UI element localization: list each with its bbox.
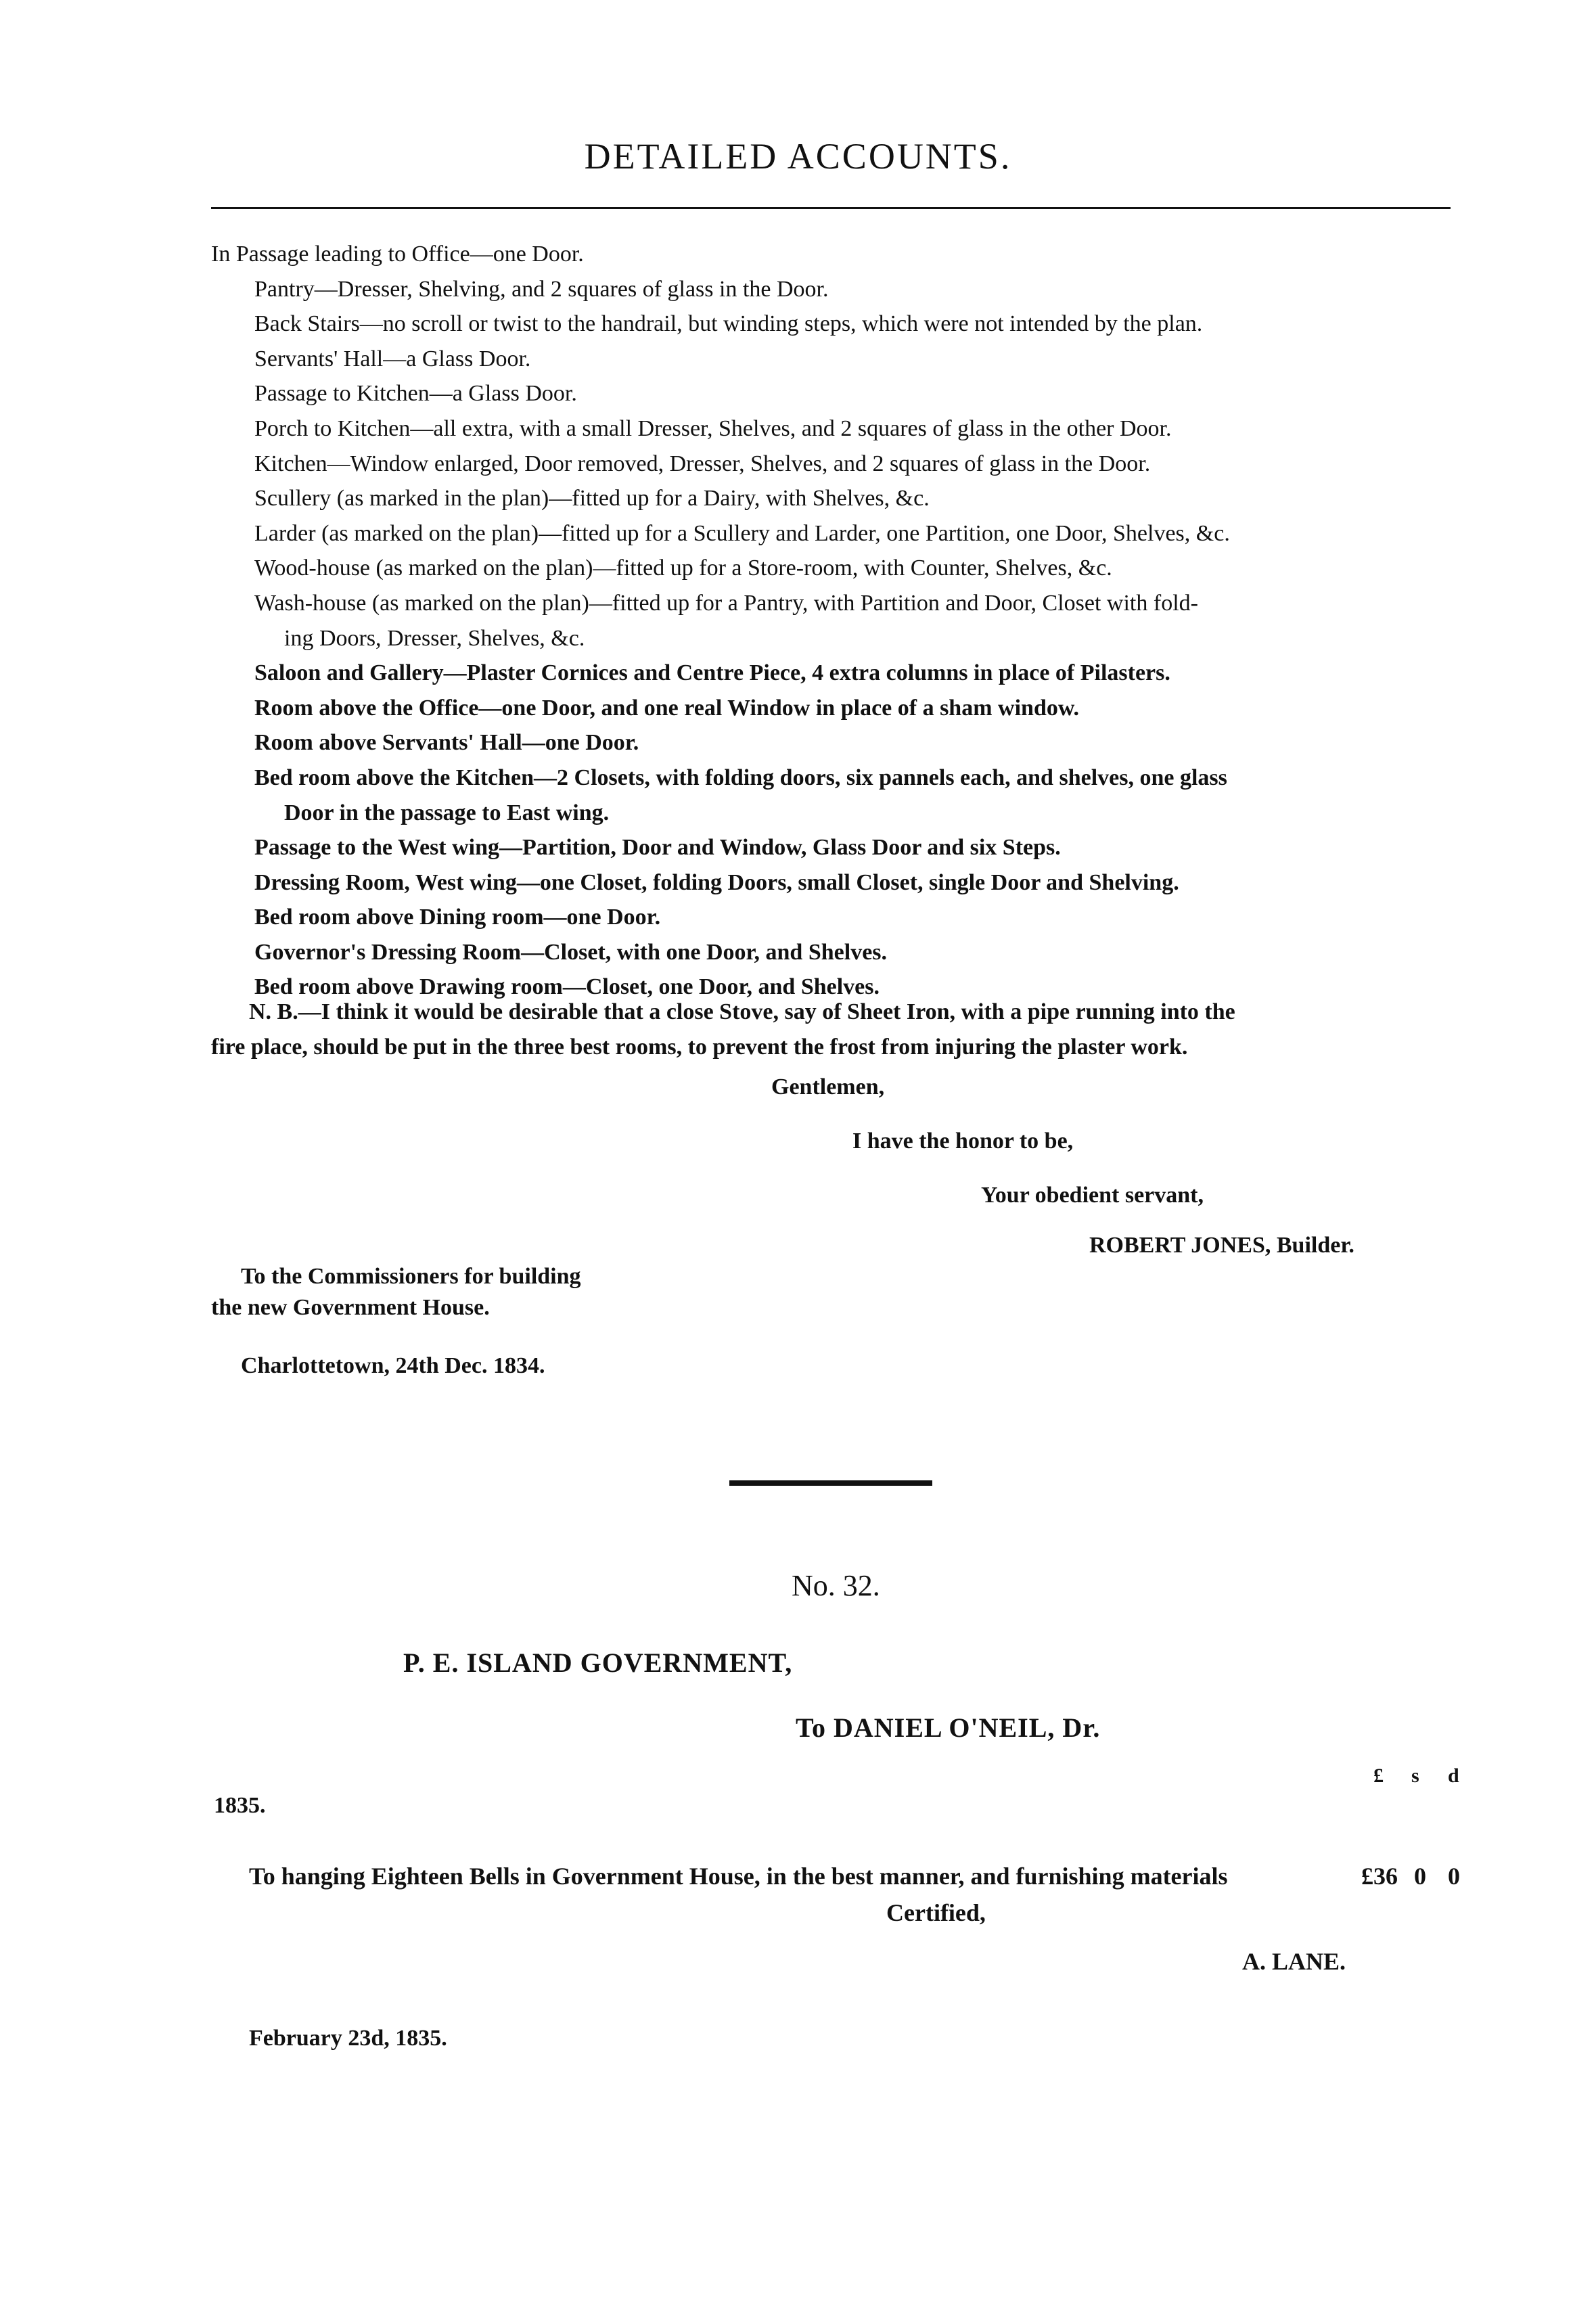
list-item: Bed room above Dining room—one Door. xyxy=(254,905,661,930)
account-date: February 23d, 1835. xyxy=(249,2026,447,2051)
items-list xyxy=(211,237,1483,1005)
certifier-name: A. LANE. xyxy=(1242,1948,1346,1975)
list-item: Room above Servants' Hall—one Door. xyxy=(254,730,639,756)
nota-bene xyxy=(211,995,1469,1065)
account-government: P. E. ISLAND GOVERNMENT, xyxy=(403,1647,793,1678)
entry-shillings: 0 xyxy=(1414,1863,1426,1890)
entry-pounds: £36 xyxy=(1361,1863,1398,1890)
column-shillings: s xyxy=(1411,1765,1419,1787)
list-item: Pantry—Dresser, Shelving, and 2 squares of glass in the Door. xyxy=(254,276,829,302)
list-item: Passage to the West wing—Partition, Door and Window, Glass Door and six Steps. xyxy=(254,835,1061,861)
nota-bene-line: fire place, should be put in the three best rooms, to prevent the frost from injuring the plaster work. xyxy=(211,1034,1188,1060)
section-separator xyxy=(729,1480,932,1486)
place-date: Charlottetown, 24th Dec. 1834. xyxy=(241,1353,545,1378)
list-item: Back Stairs—no scroll or twist to the handrail, but winding steps, which were not intended by the plan. xyxy=(254,311,1203,337)
list-item: Porch to Kitchen—all extra, with a small Dresser, Shelves, and 2 squares of glass in the other Door. xyxy=(254,415,1172,441)
header-rule xyxy=(211,207,1451,209)
list-item: Wood-house (as marked on the plan)—fitted up for a Store-room, with Counter, Shelves, &c. xyxy=(254,555,1112,581)
signature: ROBERT JONES, Builder. xyxy=(1089,1233,1354,1258)
list-item: Passage to Kitchen—a Glass Door. xyxy=(254,381,577,407)
list-item: Wash-house (as marked on the plan)—fitted up for a Pantry, with Partition and Door, Closet with fold- xyxy=(254,590,1198,616)
list-item: Dressing Room, West wing—one Closet, folding Doors, small Closet, single Door and Shelving. xyxy=(254,869,1179,895)
list-item: ing Doors, Dresser, Shelves, &c. xyxy=(284,625,585,651)
list-item: Door in the passage to East wing. xyxy=(284,800,610,825)
list-item: Servants' Hall—a Glass Door. xyxy=(254,346,531,371)
addressee-line: the new Government House. xyxy=(211,1295,490,1320)
addressee-line: To the Commissioners for building xyxy=(241,1264,581,1289)
account-creditor: To DANIEL O'NEIL, Dr. xyxy=(796,1712,1101,1743)
list-item: Saloon and Gallery—Plaster Cornices and Centre Piece, 4 extra columns in place of Pilasters. xyxy=(254,660,1170,686)
account-number: No. 32. xyxy=(792,1569,880,1602)
list-item: In Passage leading to Office—one Door. xyxy=(211,242,584,267)
list-item: Scullery (as marked in the plan)—fitted up for a Dairy, with Shelves, &c. xyxy=(254,486,930,511)
page-header: DETAILED ACCOUNTS. xyxy=(584,136,1012,177)
closing-honor: I have the honor to be, xyxy=(852,1129,1074,1154)
column-pence: d xyxy=(1448,1765,1459,1787)
column-pounds: £ xyxy=(1373,1765,1384,1787)
closing-servant: Your obedient servant, xyxy=(981,1183,1204,1208)
account-year: 1835. xyxy=(214,1793,266,1818)
list-item: Governor's Dressing Room—Closet, with one Door, and Shelves. xyxy=(254,939,888,965)
list-item: Bed room above the Kitchen—2 Closets, with folding doors, six pannels each, and shelves, one glass xyxy=(254,765,1227,790)
nota-bene-line: N. B.—I think it would be desirable that a close Stove, say of Sheet Iron, with a pipe running into the xyxy=(249,999,1235,1024)
salutation: Gentlemen, xyxy=(771,1074,885,1099)
entry-pence: 0 xyxy=(1448,1863,1460,1890)
list-item: Kitchen—Window enlarged, Door removed, Dresser, Shelves, and 2 squares of glass in the Door. xyxy=(254,451,1151,476)
list-item: Bed room above Drawing room—Closet, one Door, and Shelves. xyxy=(254,974,880,1000)
list-item: Larder (as marked on the plan)—fitted up for a Scullery and Larder, one Partition, one Door, Shelves, &c. xyxy=(254,520,1230,546)
certified-label: Certified, xyxy=(886,1899,986,1926)
account-entry: To hanging Eighteen Bells in Government House, in the best manner, and furnishing materials xyxy=(249,1863,1228,1890)
list-item: Room above the Office—one Door, and one real Window in place of a sham window. xyxy=(254,695,1080,721)
